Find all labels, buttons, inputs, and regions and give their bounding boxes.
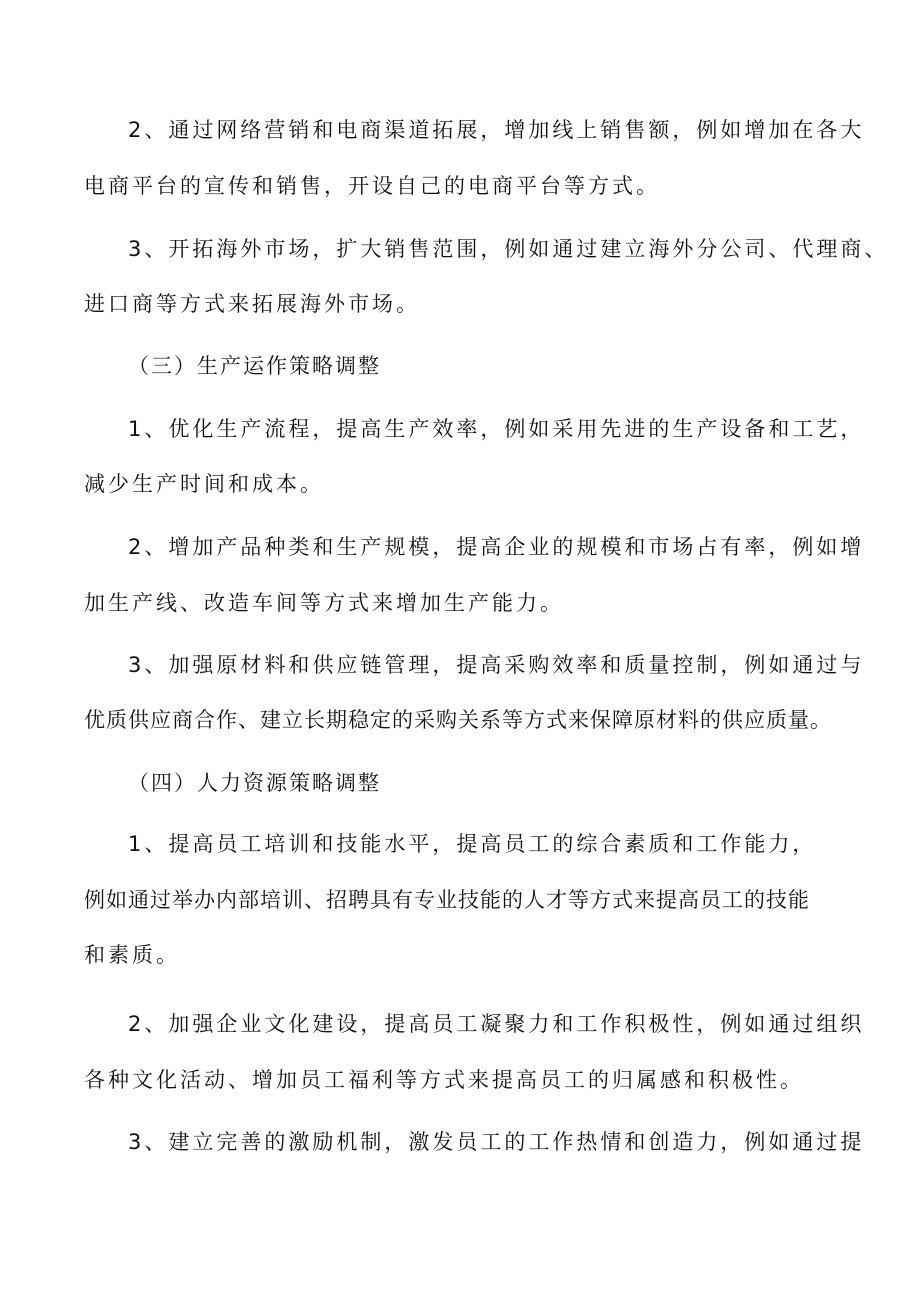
paragraph-2-online-sales-line-1: 2、通过网络营销和电商渠道拓展，增加线上销售额，例如增加在各大 [128,118,865,142]
paragraph-production-3-line-1: 3、加强原材料和供应链管理，提高采购效率和质量控制，例如通过与 [128,653,865,677]
paragraph-production-1-line-2: 减少生产时间和成本。 [84,472,324,496]
paragraph-3-overseas-line-2: 进口商等方式来拓展海外市场。 [84,292,420,316]
paragraph-production-3-line-2: 优质供应商合作、建立长期稳定的采购关系等方式来保障原材料的供应质量。 [84,708,832,732]
section-heading-hr: （四）人力资源策略调整 [128,771,381,795]
section-heading-production: （三）生产运作策略调整 [128,354,381,378]
paragraph-2-online-sales-line-2: 电商平台的宣传和销售，开设自己的电商平台等方式。 [84,174,660,198]
paragraph-hr-3-line-1: 3、建立完善的激励机制，激发员工的工作热情和创造力，例如通过提 [128,1130,865,1154]
paragraph-production-2-line-2: 加生产线、改造车间等方式来增加生产能力。 [84,591,564,615]
paragraph-hr-1-line-3: 和素质。 [84,943,180,967]
paragraph-hr-2-line-1: 2、加强企业文化建设，提高员工凝聚力和工作积极性，例如通过组织 [128,1012,865,1036]
paragraph-hr-1-line-2: 例如通过举办内部培训、招聘具有专业技能的人才等方式来提高员工的技能 [84,888,810,912]
paragraph-hr-1-line-1: 1、提高员工培训和技能水平，提高员工的综合素质和工作能力， [128,832,817,856]
paragraph-production-1-line-1: 1、优化生产流程，提高生产效率，例如采用先进的生产设备和工艺， [128,417,865,441]
paragraph-3-overseas-line-1: 3、开拓海外市场，扩大销售范围，例如通过建立海外分公司、代理商、 [128,237,889,261]
paragraph-production-2-line-1: 2、增加产品种类和生产规模，提高企业的规模和市场占有率，例如增 [128,535,865,559]
paragraph-hr-2-line-2: 各种文化活动、增加员工福利等方式来提高员工的归属感和积极性。 [84,1068,804,1092]
